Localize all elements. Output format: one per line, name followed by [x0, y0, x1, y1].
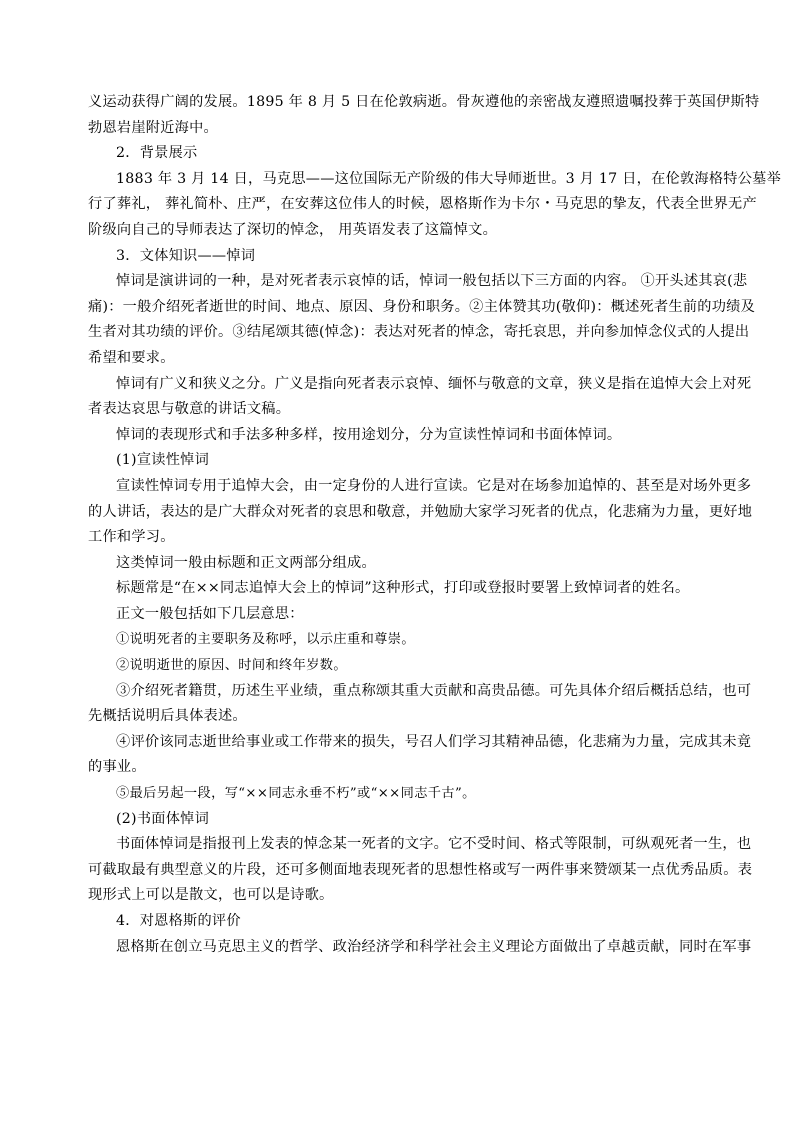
text-line: 悼词是演讲词的一种，是对死者表示哀悼的话，悼词一般包括以下三方面的内容。 ①开头述其哀(悲 [116, 273, 748, 290]
section-heading: 3．文体知识——悼词 [116, 247, 256, 264]
text-line: 的人讲话，表达的是广大群众对死者的哀思和敬意，并勉励大家学习死者的优点，化悲痛为力量，更好地 [88, 503, 753, 520]
document-body [88, 90, 782, 960]
subsection-heading: (2)书面体悼词 [116, 810, 210, 827]
text-line: 正文一般包括如下几层意思： [116, 605, 304, 622]
text-line: 痛)：一般介绍死者逝世的时间、地点、原因、身份和职务。②主体赞其功(敬仰)：概述死者生前的功绩及 [88, 298, 756, 315]
text-line: 可截取最有典型意义的片段，还可多侧面地表现死者的思想性格或写一两件事来赞颂某一点优秀品质。表 [88, 861, 753, 878]
text-line: 1883 年 3 月 14 日，马克思——这位国际无产阶级的伟大导师逝世。3 月 17 日，在伦敦海格特公墓举 [116, 170, 782, 187]
text-line: 悼词有广义和狭义之分。广义是指向死者表示哀悼、缅怀与敬意的文章，狭义是指在追悼大会上对死 [116, 375, 752, 392]
text-line: 恩格斯在创立马克思主义的哲学、政治经济学和科学社会主义理论方面做出了卓越贡献，同时在军事 [116, 938, 752, 955]
text-line: 这类悼词一般由标题和正文两部分组成。 [116, 554, 376, 571]
text-line: 悼词的表现形式和手法多种多样，按用途划分，分为宣读性悼词和书面体悼词。 [116, 426, 622, 443]
list-item: ③介绍死者籍贯，历述生平业绩，重点称颂其重大贡献和高贵品德。可先具体介绍后概括总结，也可 [116, 682, 752, 699]
list-item: ④评价该同志逝世给事业或工作带来的损失，号召人们学习其精神品德，化悲痛为力量，完成其未竟 [116, 733, 752, 750]
subsection-heading: (1)宣读性悼词 [116, 452, 210, 469]
text-line: 工作和学习。 [88, 529, 175, 546]
text-line: 先概括说明后具体表述。 [88, 708, 247, 725]
text-line: 希望和要求。 [88, 349, 175, 366]
text-line: 者表达哀思与敬意的讲话文稿。 [88, 401, 291, 418]
text-line: 行了葬礼， 葬礼简朴、庄严，在安葬这位伟人的时候，恩格斯作为卡尔・马克思的挚友，代表全世界无产 [88, 196, 757, 213]
text-line: 标题常是“在××同志追悼大会上的悼词”这种形式，打印或登报时要署上致悼词者的姓名。 [116, 580, 690, 597]
list-item: ①说明死者的主要职务及称呼，以示庄重和尊崇。 [116, 632, 415, 648]
text-line: 生者对其功绩的评价。③结尾颂其德(悼念)：表达对死者的悼念，寄托哀思，并向参加悼念仪式的人提出 [88, 324, 750, 341]
text-line: 的事业。 [88, 759, 146, 776]
text-line: 宣读性悼词专用于追悼大会，由一定身份的人进行宣读。它是对在场参加追悼的、甚至是对场外更多 [116, 477, 752, 494]
list-item: ⑤最后另起一段，写“××同志永垂不朽”或“××同志千古”。 [116, 786, 476, 802]
list-item: ②说明逝世的原因、时间和终年岁数。 [116, 658, 347, 674]
section-heading: 2．背景展示 [116, 145, 198, 162]
text-line: 现形式上可以是散文，也可以是诗歌。 [88, 887, 334, 904]
text-line: 义运动获得广阔的发展。1895 年 8 月 5 日在伦敦病逝。骨灰遵他的亲密战友遵照遗嘱投葬于英国伊斯特 [88, 94, 760, 110]
section-heading: 4．对恩格斯的评价 [116, 913, 241, 929]
text-line: 勃恩岩崖附近海中。 [88, 119, 218, 136]
text-line: 书面体悼词是指报刊上发表的悼念某一死者的文字。它不受时间、格式等限制，可纵观死者一生，也 [116, 836, 752, 853]
text-line: 阶级向自己的导师表达了深切的悼念， 用英语发表了这篇悼文。 [88, 221, 498, 238]
